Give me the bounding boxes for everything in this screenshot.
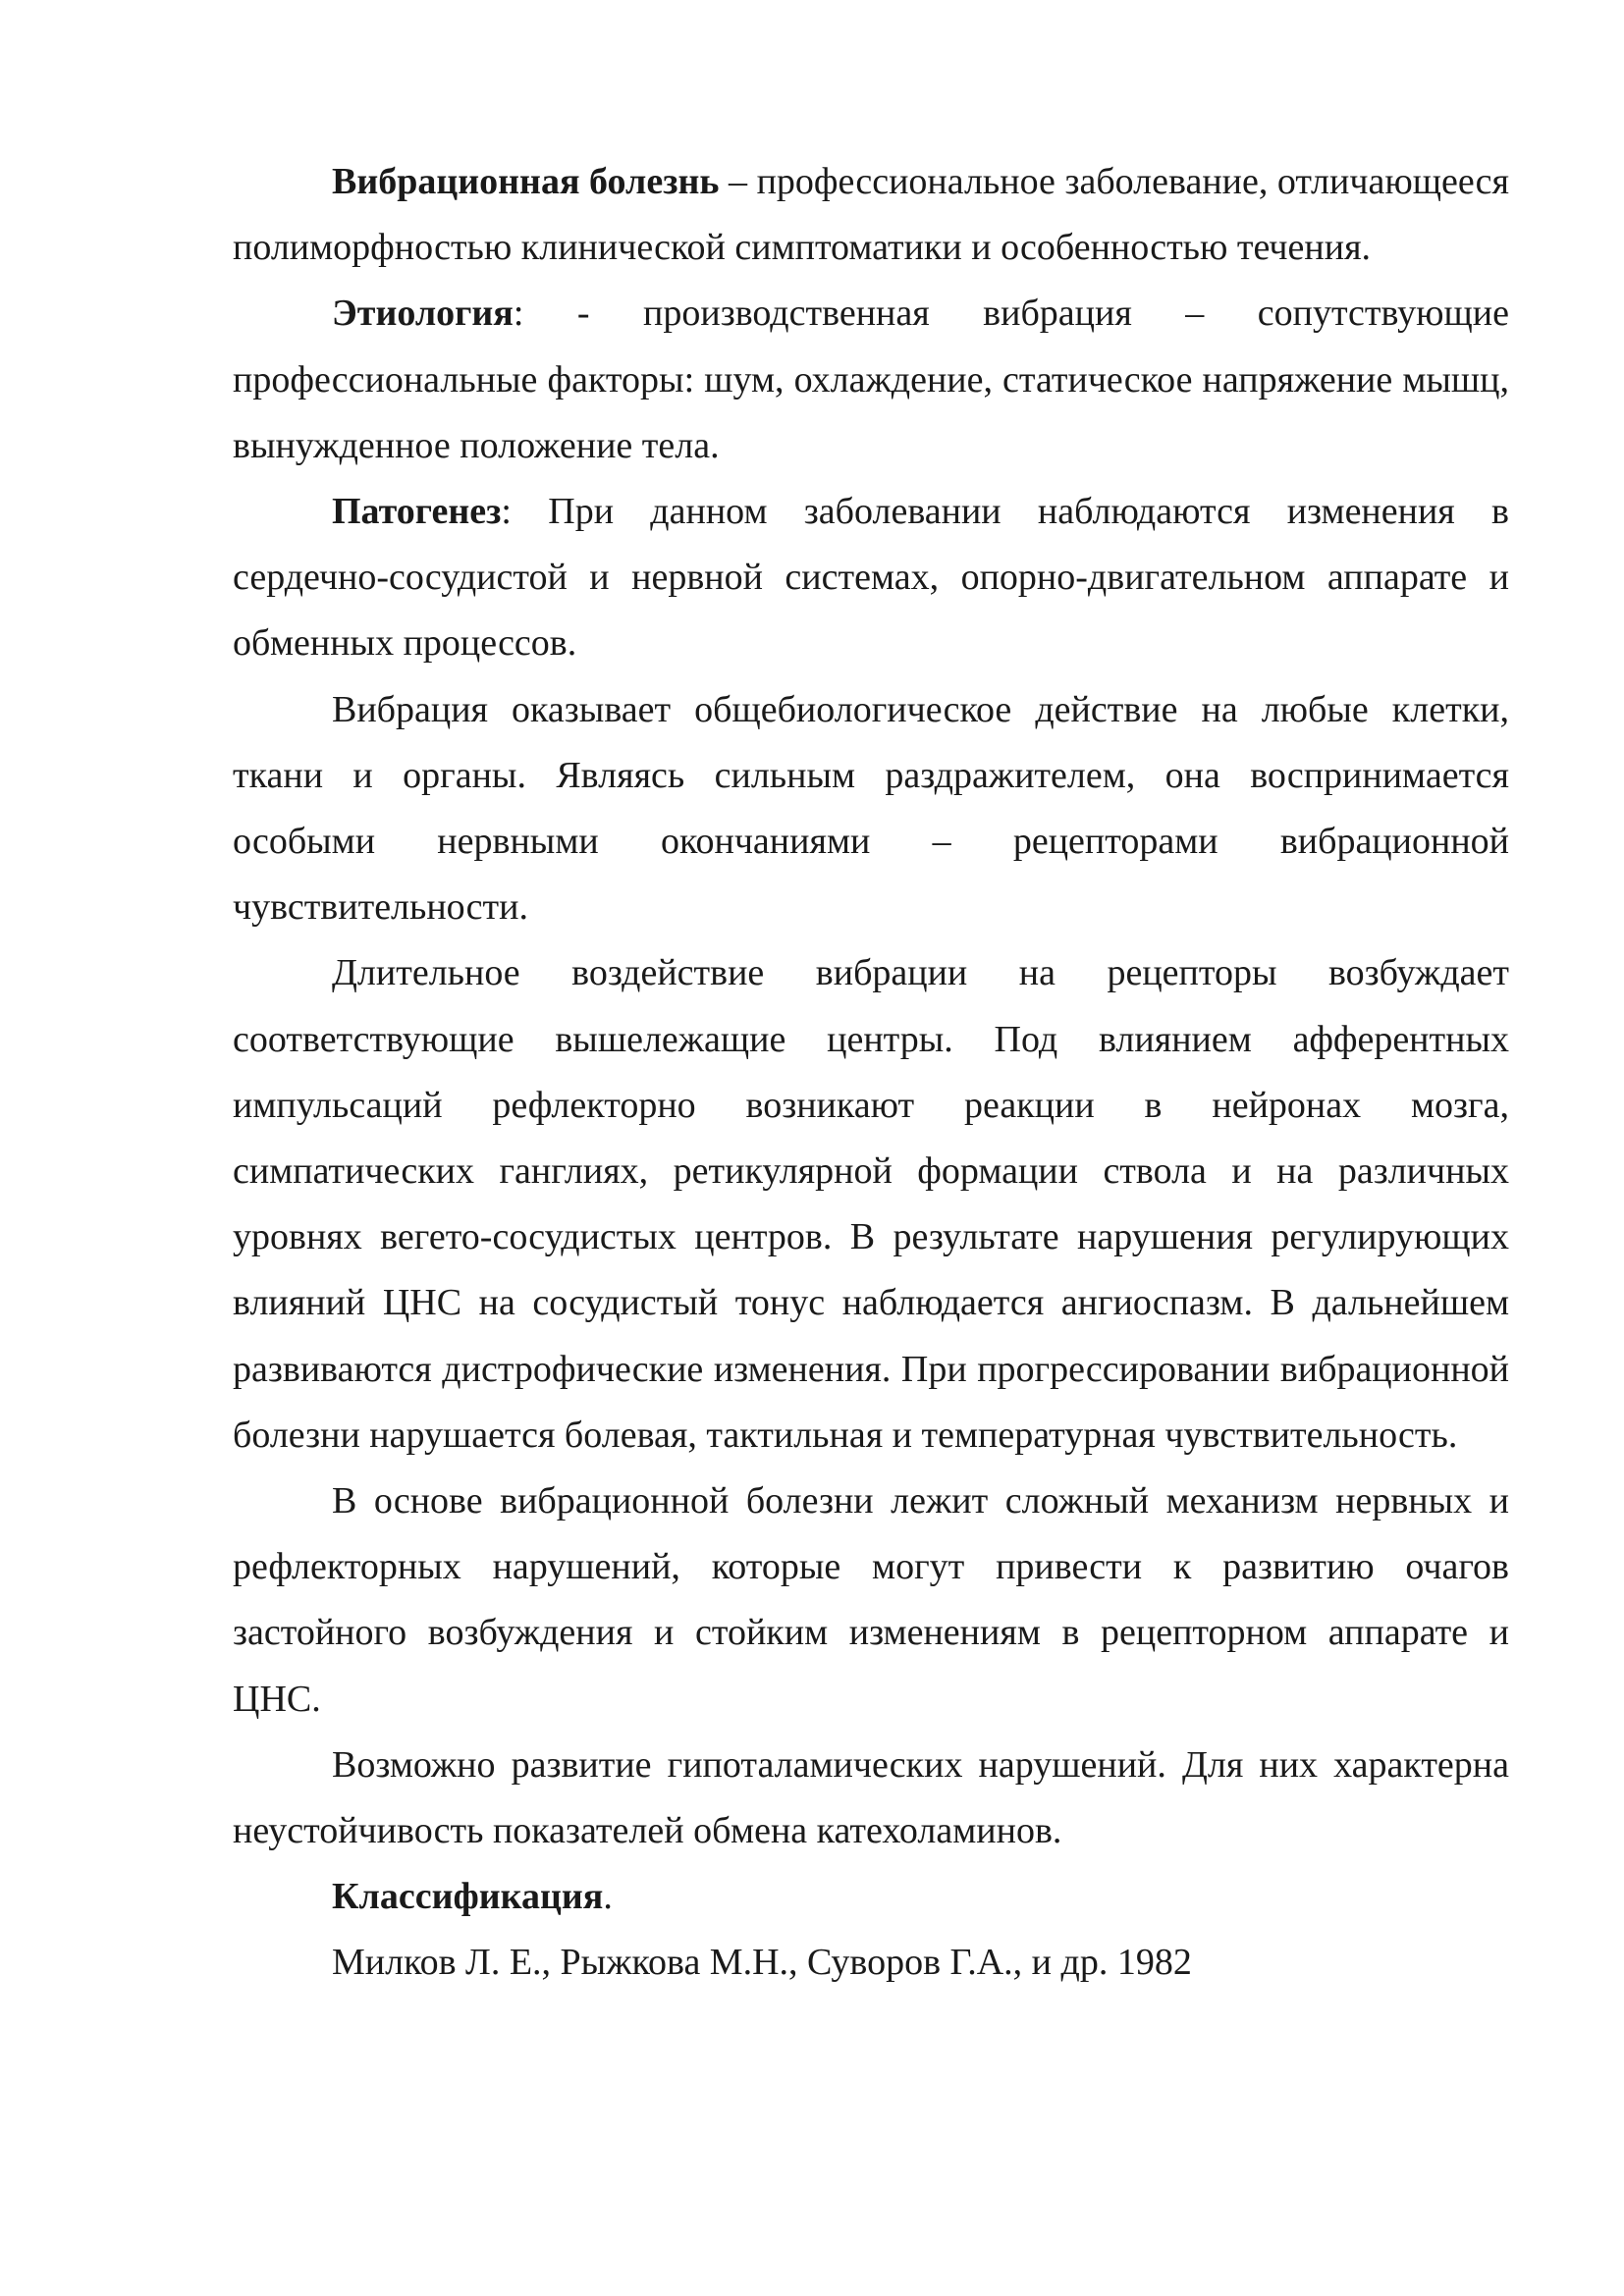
- paragraph-text: В основе вибрационной болезни лежит сложный механизм нервных и рефлекторных нарушений, которые могут привести к развитию очагов застойного возбуждения и стойким изменениям в рецепторном аппарате и ЦНС.: [233, 1480, 1509, 1720]
- citation-line: [233, 1930, 1509, 1996]
- paragraph-text: При данном заболевании наблюдаются изменения в сердечно-сосудистой и нервной системах, опорно-двигательном аппарате и обменных процессов.: [233, 491, 1510, 665]
- pathogenesis-paragraph: [233, 479, 1509, 677]
- document-page: [233, 149, 1509, 1997]
- body-paragraph: [233, 940, 1509, 1468]
- term-pathogenesis: Патогенез: [332, 491, 502, 533]
- term-vibration-disease: Вибрационная болезнь: [332, 161, 720, 202]
- paragraph-text: Возможно развитие гипоталамических нарушений. Для них характерна неустойчивость показателей обмена катехоламинов.: [233, 1743, 1509, 1852]
- term-separator: : -: [513, 293, 644, 335]
- paragraph-text: Милков Л. Е., Рыжкова М.Н., Суворов Г.А., и др. 1982: [332, 1942, 1192, 1984]
- body-paragraph: [233, 677, 1509, 941]
- body-paragraph: [233, 1733, 1509, 1864]
- term-separator: –: [719, 161, 757, 202]
- paragraph-text: производственная вибрация – сопутствующие профессиональные факторы: шум, охлаждение, статическое напряжение мышц, вынужденное положение тела.: [233, 293, 1509, 466]
- classification-heading: [233, 1864, 1509, 1930]
- etiology-paragraph: [233, 281, 1509, 479]
- paragraph-text: профессиональное заболевание, отличающееся полиморфностью клинической симптоматики и особенностью течения.: [233, 161, 1510, 269]
- definition-paragraph: [233, 149, 1509, 281]
- paragraph-text: Вибрация оказывает общебиологическое действие на любые клетки, ткани и органы. Являясь сильным раздражителем, она воспринимается особыми нервными окончаниями – рецепторами вибрационной чувствительности.: [233, 688, 1509, 929]
- body-paragraph: [233, 1468, 1509, 1733]
- paragraph-text: Длительное воздействие вибрации на рецепторы возбуждает соответствующие вышележащие центры. Под влиянием афферентных импульсаций рефлекторно возникают реакции в нейронах мозга, симпатических ганглиях, ретикулярной формации ствола и на различных уровнях вегето-сосудистых центров. В результате нарушения регулирующих влияний ЦНС на сосудистый тонус наблюдается ангиоспазм. В дальнейшем развиваются дистрофические изменения. При прогрессировании вибрационной болезни нарушается болевая, тактильная и температурная чувствительность.: [233, 952, 1509, 1456]
- term-separator: :: [501, 491, 549, 533]
- term-classification: Классификация: [332, 1876, 604, 1918]
- term-separator: .: [603, 1876, 613, 1918]
- term-etiology: Этиология: [332, 293, 514, 335]
